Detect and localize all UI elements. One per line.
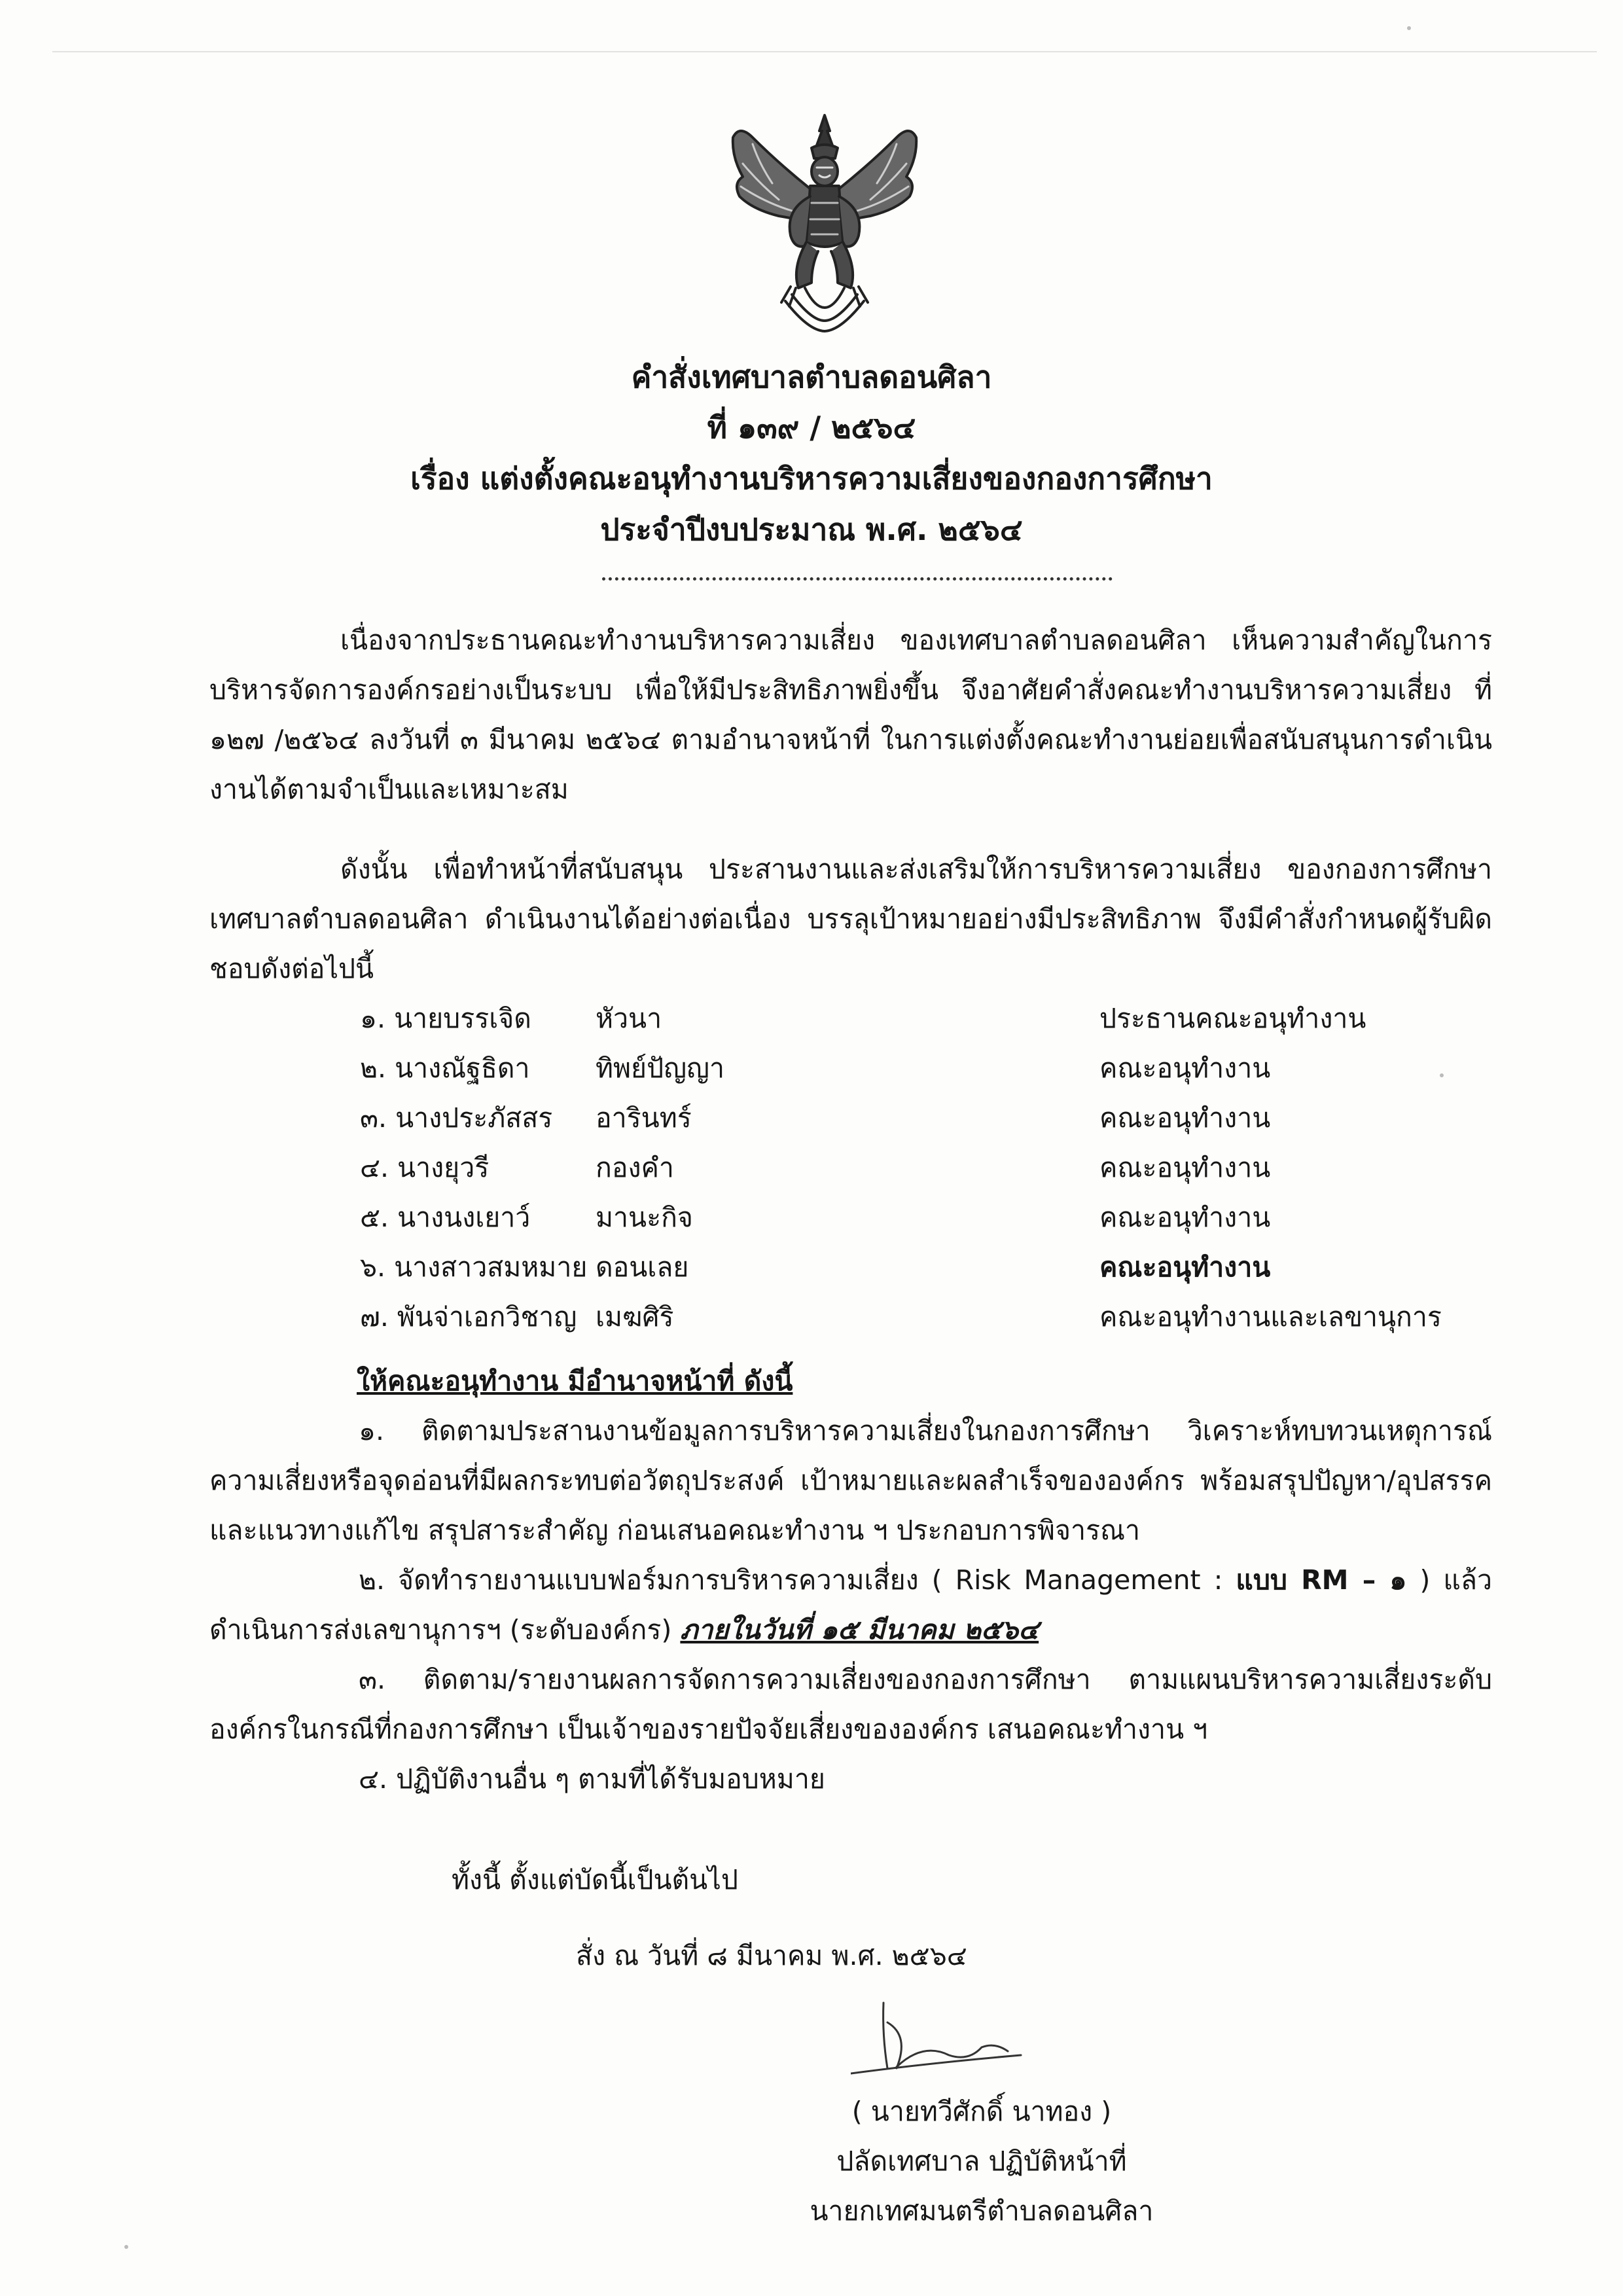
member-surname: มานะกิจ: [596, 1202, 693, 1233]
member-row: [360, 1043, 1538, 1093]
duty-item-2: [209, 1555, 1492, 1655]
member-name: ๔. นางยุวรี: [360, 1152, 490, 1183]
member-name: ๒. นางณัฐธิดา: [360, 1052, 530, 1084]
member-surname: กองคำ: [596, 1152, 674, 1183]
paragraph-order: [209, 844, 1492, 994]
member-name: ๓. นางประภัสสร: [360, 1102, 553, 1134]
scan-speck: [1407, 26, 1411, 30]
member-role: คณะอนุทำงาน: [1099, 1251, 1271, 1283]
garuda-emblem-icon: [713, 111, 936, 334]
member-row: [360, 1292, 1538, 1342]
signer-position-1: ปลัดเทศบาล ปฏิบัติหน้าที่: [836, 2145, 1127, 2177]
rm-form-label: แบบ RM – ๑: [1236, 1564, 1407, 1596]
member-row: [360, 1242, 1538, 1292]
order-subject-line1: เรื่อง แต่งตั้งคณะอนุทำงานบริหารความเสี่ยงของกองการศึกษา: [410, 461, 1213, 496]
member-role: คณะอนุทำงาน: [1099, 1052, 1271, 1084]
duty-item-1-text: ๑. ติดตามประสานงานข้อมูลการบริหารความเสี่ยงในกองการศึกษา วิเคราะห์ทบทวนเหตุการณ์ความเสี่ยงหรือจุดอ่อนที่มีผลกระทบต่อวัตถุประสงค์ เป้าหมายและผลสำเร็จขององค์กร พร้อมสรุปปัญหา/อุปสรรคและแนวทางแก้ไข สรุปสาระสำคัญ ก่อนเสนอคณะทำงาน ฯ ประกอบการพิจารณา: [209, 1415, 1492, 1546]
duty-item-1: [209, 1406, 1492, 1555]
duty-item-4: ๔. ปฏิบัติงานอื่น ๆ ตามที่ได้รับมอบหมาย: [359, 1763, 825, 1795]
member-surname: อารินทร์: [596, 1102, 692, 1134]
duty-item-2-text-a: ๒. จัดทำรายงานแบบฟอร์มการบริหารความเสี่ยง ( Risk Management :: [359, 1564, 1236, 1596]
member-role: คณะอนุทำงาน: [1099, 1152, 1271, 1183]
duty-item-3: [209, 1655, 1492, 1754]
deadline-text: ภายในวันที่ ๑๕ มีนาคม ๒๕๖๔: [680, 1614, 1039, 1645]
member-role: คณะอนุทำงานและเลขานุการ: [1099, 1301, 1442, 1333]
member-surname: ดอนเลย: [596, 1251, 689, 1283]
member-role: คณะอนุทำงาน: [1099, 1102, 1271, 1134]
member-row: [360, 994, 1538, 1043]
member-role: ประธานคณะอนุทำงาน: [1099, 1003, 1366, 1034]
order-date: สั่ง ณ วันที่ ๘ มีนาคม พ.ศ. ๒๕๖๔: [576, 1940, 967, 1971]
member-name: ๑. นายบรรเจิด: [360, 1003, 531, 1034]
signature-mark: [851, 1996, 1047, 2088]
member-row: [360, 1093, 1538, 1143]
member-surname: ทิพย์ปัญญา: [596, 1052, 724, 1084]
signer-name: ( นายทวีศักดิ์ นาทอง ): [851, 2096, 1112, 2127]
title-dotted-divider: [602, 577, 1113, 581]
paragraph-order-text: ดังนั้น เพื่อทำหน้าที่สนับสนุน ประสานงานและส่งเสริมให้การบริหารความเสี่ยง ของกองการศึกษาเทศบาลตำบลดอนศิลา ดำเนินงานได้อย่างต่อเนื่อง บรรลุเป้าหมายอย่างมีประสิทธิภาพ จึงมีคำสั่งกำหนดผู้รับผิดชอบดังต่อไปนี้: [209, 853, 1492, 984]
member-surname: หัวนา: [596, 1003, 662, 1034]
paragraph-reason-text: เนื่องจากประธานคณะทำงานบริหารความเสี่ยง ของเทศบาลตำบลดอนศิลา เห็นความสำคัญในการบริหารจัดการองค์กรอย่างเป็นระบบ เพื่อให้มีประสิทธิภาพยิ่งขึ้น จึงอาศัยคำสั่งคณะทำงานบริหารความเสี่ยง ที่ ๑๒๗ /๒๕๖๔ ลงวันที่ ๓ มีนาคม ๒๕๖๔ ตามอำนาจหน้าที่ ในการแต่งตั้งคณะทำงานย่อยเพื่อสนับสนุนการดำเนินงานได้ตามจำเป็นและเหมาะสม: [209, 624, 1492, 805]
order-number: ที่ ๑๓๙ / ๒๕๖๔: [707, 410, 916, 445]
duties-heading: ให้คณะอนุทำงาน มีอำนาจหน้าที่ ดังนี้: [357, 1365, 793, 1397]
order-subject-line2: ประจำปีงบประมาณ พ.ศ. ๒๕๖๔: [600, 512, 1023, 547]
duty-item-2-text-c: ) แล้วดำเนินการส่งเลขานุการฯ (ระดับองค์กร): [209, 1564, 1492, 1645]
order-title: คำสั่งเทศบาลตำบลดอนศิลา: [631, 359, 992, 395]
member-name: ๗. พันจ่าเอกวิชาญ: [360, 1301, 577, 1333]
member-role: คณะอนุทำงาน: [1099, 1202, 1271, 1233]
scan-speck: [124, 2245, 128, 2249]
effective-statement: ทั้งนี้ ตั้งแต่บัดนี้เป็นต้นไป: [452, 1864, 738, 1895]
signer-position-2: นายกเทศมนตรีตำบลดอนศิลา: [810, 2195, 1154, 2227]
member-row: [360, 1143, 1538, 1193]
scan-edge-line: [52, 51, 1597, 52]
duty-item-3-text: ๓. ติดตาม/รายงานผลการจัดการความเสี่ยงของกองการศึกษา ตามแผนบริหารความเสี่ยงระดับองค์กรในกรณีที่กองการศึกษา เป็นเจ้าของรายปัจจัยเสี่ยงขององค์กร เสนอคณะทำงาน ฯ: [209, 1664, 1492, 1745]
member-name: ๖. นางสาวสมหมาย: [360, 1251, 588, 1283]
member-row: [360, 1193, 1538, 1242]
member-name: ๕. นางนงเยาว์: [360, 1202, 531, 1233]
member-surname: เมฆศิริ: [596, 1301, 674, 1333]
paragraph-reason: [209, 615, 1492, 814]
